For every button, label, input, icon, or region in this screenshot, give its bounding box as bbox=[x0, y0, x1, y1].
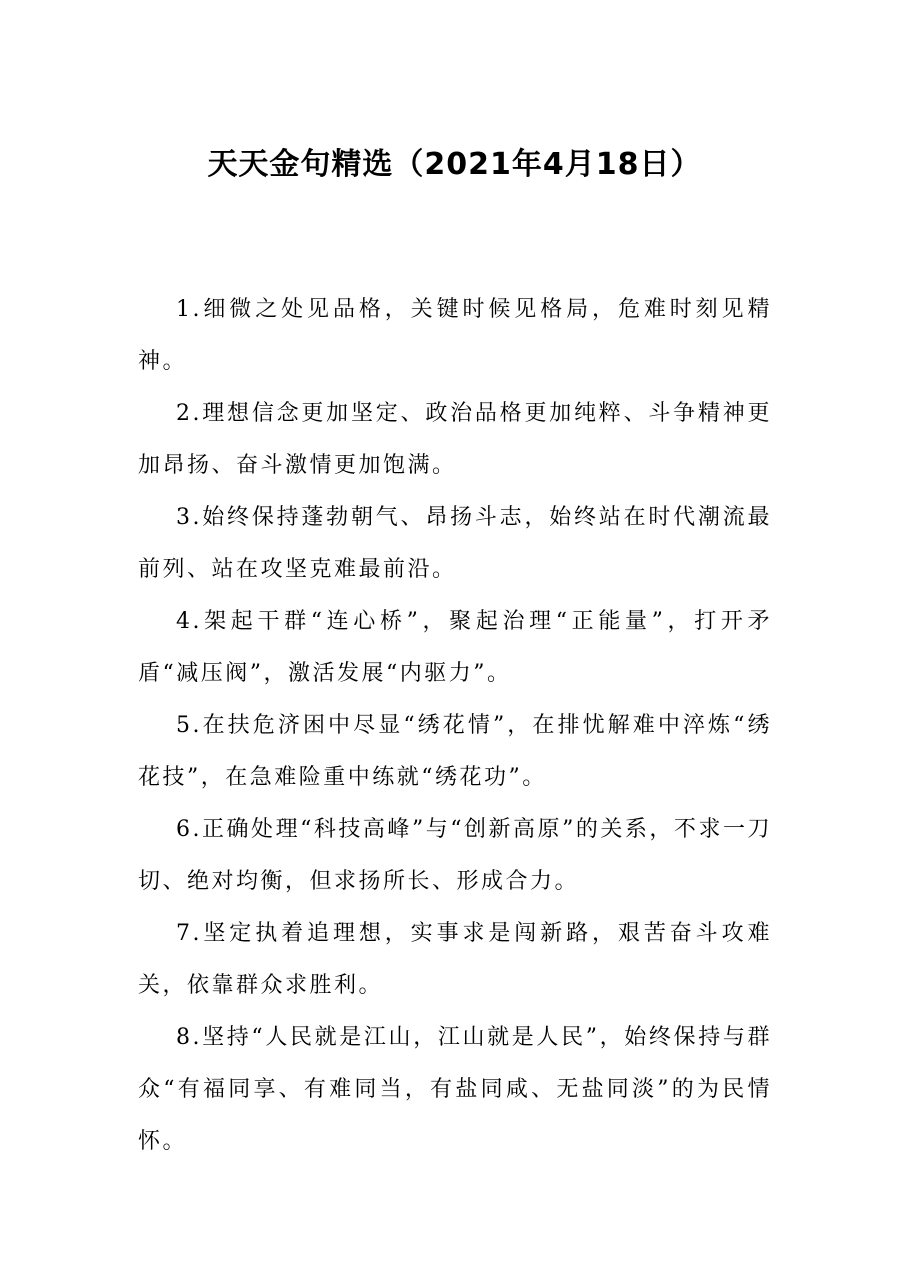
document-title: 天天金句精选（2021年4月18日） bbox=[207, 147, 702, 182]
paragraph-7: 7.坚定执着追理想，实事求是闯新路，艰苦奋斗攻难关，依靠群众求胜利。 bbox=[138, 921, 772, 998]
document-body bbox=[138, 284, 772, 1168]
paragraph-5: 5.在扶危济困中尽显“绣花情”，在排忧解难中淬炼“绣花技”，在急难险重中练就“绣花功”。 bbox=[138, 713, 772, 790]
paragraph-1: 1.细微之处见品格，关键时候见格局，危难时刻见精神。 bbox=[138, 297, 772, 374]
paragraph-4: 4.架起干群“连心桥”，聚起治理“正能量”，打开矛盾“减压阀”，激活发展“内驱力”。 bbox=[138, 609, 772, 686]
paragraph-2: 2.理想信念更加坚定、政治品格更加纯粹、斗争精神更加昂扬、奋斗激情更加饱满。 bbox=[138, 401, 772, 478]
paragraph-6: 6.正确处理“科技高峰”与“创新高原”的关系，不求一刀切、绝对均衡，但求扬所长、形成合力。 bbox=[138, 817, 772, 894]
paragraph-3: 3.始终保持蓬勃朝气、昂扬斗志，始终站在时代潮流最前列、站在攻坚克难最前沿。 bbox=[138, 505, 772, 582]
paragraph-8: 8.坚持“人民就是江山，江山就是人民”，始终保持与群众“有福同享、有难同当，有盐同咸、无盐同淡”的为民情怀。 bbox=[138, 1025, 772, 1154]
